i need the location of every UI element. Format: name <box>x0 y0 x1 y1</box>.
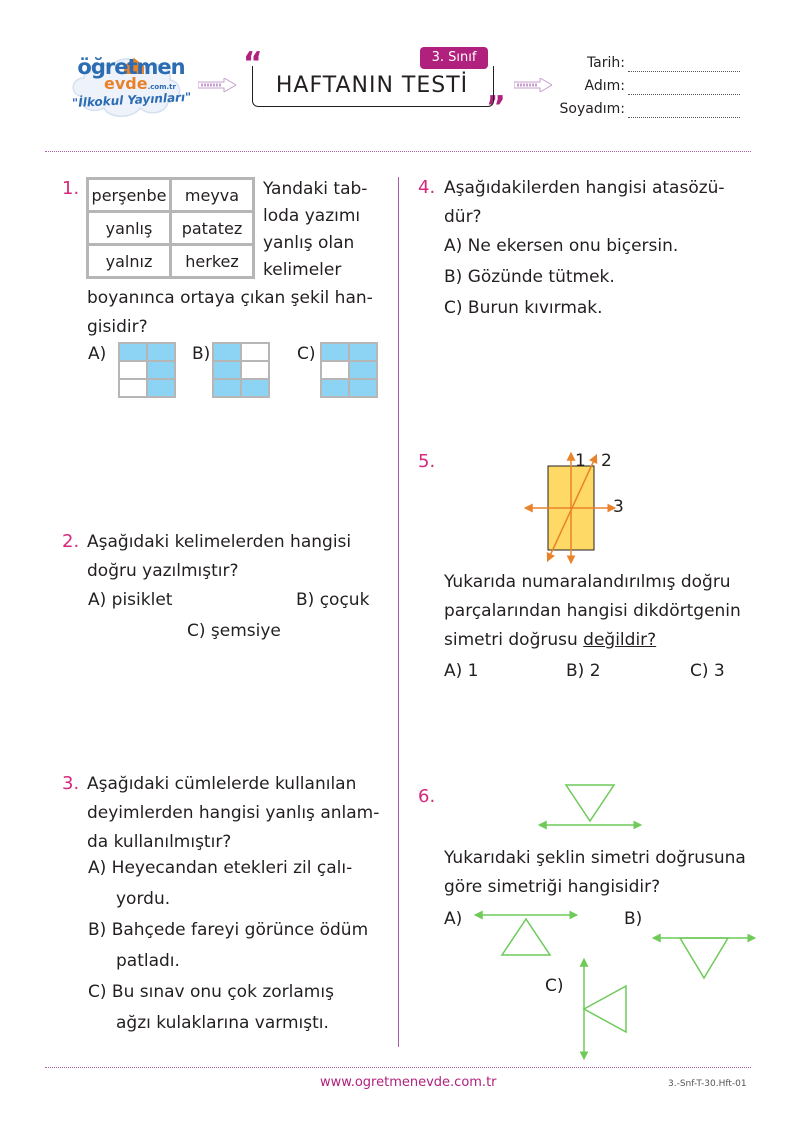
question-6-text: Yukarıdaki şeklin simetri doğrusuna göre simetriği hangisidir? <box>444 848 746 897</box>
question-4-number: 4. <box>418 177 436 198</box>
question-5-text: Yukarıda numaralandırılmış doğru parçalarından hangisi dikdörtgenin simetri doğrusu değildir? <box>444 572 741 650</box>
grid-cell <box>214 380 240 396</box>
logo-wordmark: öğretmen <box>77 55 185 79</box>
q1-option-b-label[interactable]: B) <box>192 344 211 364</box>
line-label-3: 3 <box>613 497 624 517</box>
page-title: HAFTANIN TESTİ <box>275 73 469 98</box>
word-table <box>86 177 255 279</box>
table-cell: meyva <box>171 179 254 212</box>
question-2-text: Aşağıdaki kelimelerden hangisi doğru yazılmıştır? <box>87 532 352 581</box>
question-4-text: Aşağıdakilerden hangisi atasözü- dür? <box>444 178 725 227</box>
q6-option-b-label[interactable]: B) <box>624 909 643 929</box>
q5-option-a[interactable]: A) 1 <box>444 661 479 681</box>
grid-cell <box>242 380 268 396</box>
arrow-left-icon <box>198 78 236 92</box>
grid-cell <box>350 380 376 396</box>
q1-option-b-grid[interactable] <box>212 342 270 398</box>
question-6-number: 6. <box>418 786 436 807</box>
q2-option-a[interactable]: A) pisiklet <box>88 590 173 610</box>
header-divider <box>45 151 751 152</box>
header <box>0 0 794 150</box>
line-label-1: 1 <box>575 451 586 471</box>
logo-tagline: "İlkokul Yayınları" <box>71 89 192 111</box>
q6-option-b-figure[interactable] <box>652 928 756 982</box>
q3-option-c[interactable]: C) Bu sınav onu çok zorlamış ağzı kulaklarına varmıştı. <box>88 982 334 1033</box>
q3-option-b[interactable]: B) Bahçede fareyi görünce ödüm patladı. <box>88 920 369 971</box>
name-label: Adım: <box>584 78 625 94</box>
question-5-number: 5. <box>418 451 436 472</box>
surname-label: Soyadım: <box>559 101 625 117</box>
grid-cell <box>148 380 174 396</box>
close-quote-icon: ” <box>486 90 506 125</box>
table-cell: patatez <box>171 212 254 245</box>
table-cell: yanlış <box>88 212 171 245</box>
grid-cell <box>120 380 146 396</box>
grid-cell <box>350 344 376 360</box>
q1-option-a-grid[interactable] <box>118 342 176 398</box>
grid-cell <box>120 344 146 360</box>
q1-option-c-label[interactable]: C) <box>297 344 316 364</box>
question-2-number: 2. <box>62 531 80 552</box>
question-1-number: 1. <box>62 178 80 199</box>
footer-code: 3.-Snf-T-30.Hft-01 <box>668 1079 747 1089</box>
question-1-side-text: Yandaki tab- loda yazımı yanlış olan kelimeler <box>263 179 368 280</box>
line-label-2: 2 <box>601 451 612 471</box>
date-field[interactable] <box>628 70 740 72</box>
q4-option-c[interactable]: C) Burun kıvırmak. <box>444 298 603 318</box>
q6-option-c-label[interactable]: C) <box>545 976 564 996</box>
name-field[interactable] <box>628 93 740 95</box>
question-3-text: Aşağıdaki cümlelerde kullanılan deyimlerden hangisi yanlış anlam- da kullanılmıştır? <box>87 774 380 852</box>
grid-cell <box>242 362 268 378</box>
footer-divider <box>45 1067 751 1068</box>
table-cell: perşenbe <box>88 179 171 212</box>
surname-field[interactable] <box>628 116 740 118</box>
triangle-shape <box>566 785 614 821</box>
grid-cell <box>322 344 348 360</box>
column-divider <box>398 177 399 1047</box>
table-cell: herkez <box>171 245 254 278</box>
open-quote-icon: “ <box>243 46 263 81</box>
grid-cell <box>148 362 174 378</box>
question-1-text: boyanınca ortaya çıkan şekil han- gisidir? <box>87 288 373 337</box>
table-cell: yalnız <box>88 245 171 278</box>
grid-cell <box>120 362 146 378</box>
grid-cell <box>322 380 348 396</box>
q4-option-a[interactable]: A) Ne ekersen onu biçersin. <box>444 236 679 256</box>
question-3-number: 3. <box>62 773 80 794</box>
q6-option-a-figure[interactable] <box>474 905 578 959</box>
q4-option-b[interactable]: B) Gözünde tütmek. <box>444 267 615 287</box>
q6-option-a-label[interactable]: A) <box>444 909 463 929</box>
q3-option-a[interactable]: A) Heyecandan etekleri zil çalı- yordu. <box>88 858 353 909</box>
q1-option-a-label[interactable]: A) <box>88 344 107 364</box>
class-badge: 3. Sınıf <box>420 47 488 69</box>
logo-evde: evde.com.tr <box>104 74 176 93</box>
grid-cell <box>148 344 174 360</box>
footer-url[interactable]: www.ogretmenevde.com.tr <box>320 1075 497 1090</box>
grid-cell <box>214 362 240 378</box>
grid-cell <box>214 344 240 360</box>
q6-reference-figure <box>538 781 642 835</box>
q5-option-b[interactable]: B) 2 <box>566 661 601 681</box>
grid-cell <box>242 344 268 360</box>
q2-option-c[interactable]: C) şemsiye <box>187 621 281 641</box>
date-label: Tarih: <box>586 55 625 71</box>
q2-option-b[interactable]: B) çoçuk <box>296 590 370 610</box>
grid-cell <box>350 362 376 378</box>
grid-cell <box>322 362 348 378</box>
q6-option-c-figure[interactable] <box>572 958 632 1060</box>
q5-option-c[interactable]: C) 3 <box>690 661 725 681</box>
q1-option-c-grid[interactable] <box>320 342 378 398</box>
